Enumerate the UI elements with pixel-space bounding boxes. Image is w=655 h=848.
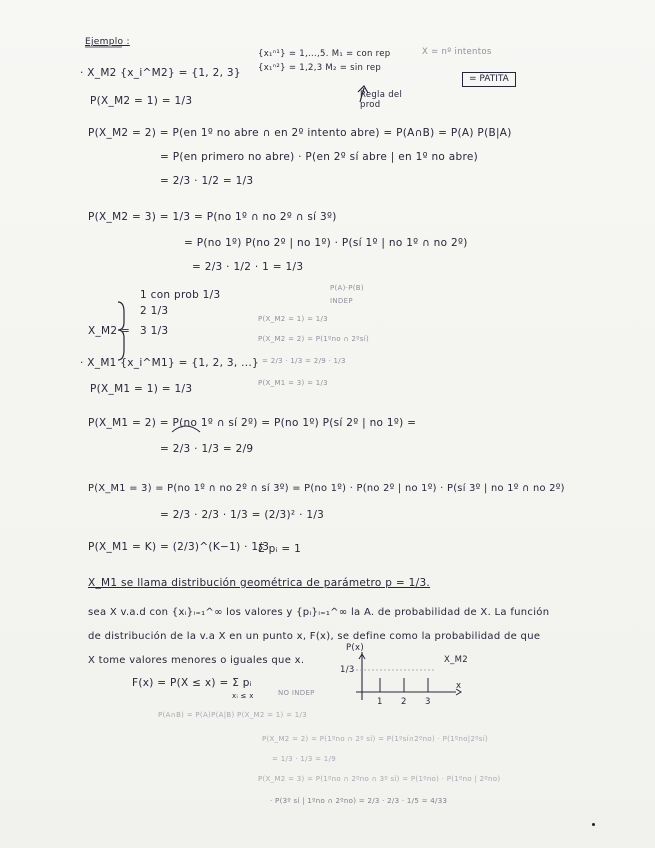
- plot-tick-3: 3: [425, 697, 431, 707]
- cdf-formula: F(x) = P(X ≤ x) = Σ pᵢ: [132, 677, 252, 689]
- side-note-indep: INDEP: [330, 297, 353, 305]
- side-note-pxm1-3: P(X_M1 = 3) = 1/3: [258, 379, 328, 387]
- plot-y-label: P(x): [346, 643, 364, 653]
- annotation-m2: {x₁ⁿ²} = 1,2,3 M₂ = sin rep: [258, 63, 382, 73]
- faint-line-5: · P(3º sí | 1ºno ∩ 2ºno) = 2/3 · 2/3 · 1/5 = 4/33: [270, 797, 448, 805]
- side-note-pa-pb: P(A)·P(B): [330, 284, 364, 292]
- faint-line-4: P(X_M2 = 3) = P(1ºno ∩ 2ºno ∩ 3º sí) = P(1ºno) · P(1ºno | 2ºno): [258, 775, 501, 783]
- eq-p-xm1-k: P(X_M1 = K) = (2/3)^(K−1) · 1/3: [88, 541, 270, 553]
- plot-series-label: X_M2: [444, 655, 469, 665]
- eq-p-xm2-3-step2: = P(no 1º) P(no 2º | no 1º) · P(sí 1º | no 1º ∩ no 2º): [184, 237, 468, 249]
- plot-x-label: x: [456, 681, 462, 691]
- title: Ejemplo :: [85, 37, 130, 47]
- definition-line-1: sea X v.a.d con {xᵢ}ᵢ₌₁^∞ los valores y {pᵢ}ᵢ₌₁^∞ la A. de probabilidad de X. La función: [88, 607, 550, 618]
- definition-line-3: X tome valores menores o iguales que x.: [88, 655, 305, 666]
- eq-p-xm2-2: P(X_M2 = 2) = P(en 1º no abre ∩ en 2º intento abre) = P(A∩B) = P(A) P(B|A): [88, 127, 512, 139]
- faint-line-3: = 1/3 · 1/3 = 1/9: [272, 755, 336, 763]
- page-mark: [592, 823, 595, 826]
- side-note-pxm2-2: P(X_M2 = 2) = P(1ºno ∩ 2ºsí): [258, 335, 370, 343]
- geometric-distribution-statement: X_M1 se llama distribución geométrica de parámetro p = 1/3.: [88, 577, 431, 589]
- annotation-x-attempts: X = nº intentos: [422, 47, 492, 57]
- cdf-formula-subscript: xᵢ ≤ x: [232, 692, 254, 700]
- eq-p-xm1-2: P(X_M1 = 2) = P(no 1º ∩ sí 2º) = P(no 1º) P(sí 2º | no 1º) =: [88, 417, 417, 429]
- xm1-value-set: · X_M1 {x_i^M1} = {1, 2, 3, ...}: [80, 357, 259, 369]
- side-note-calc: = 2/3 · 1/3 = 2/9 · 1/3: [262, 357, 346, 365]
- plot-y-tick: 1/3: [340, 665, 355, 675]
- distribution-row-1: 1 con prob 1/3: [140, 289, 221, 301]
- eq-p-xm1-3: P(X_M1 = 3) = P(no 1º ∩ no 2º ∩ sí 3º) = P(no 1º) · P(no 2º | no 1º) · P(sí 3º | no 1º ∩ no 2º): [88, 483, 565, 494]
- eq-p-xm2-2-step3: = 2/3 · 1/2 = 1/3: [160, 175, 254, 187]
- eq-p-xm1-3-step2: = 2/3 · 2/3 · 1/3 = (2/3)² · 1/3: [160, 509, 325, 521]
- plot-tick-2: 2: [401, 697, 407, 707]
- faint-line-1: P(A∩B) = P(A)P(A|B) P(X_M2 = 1) = 1/3: [158, 711, 307, 719]
- eq-p-xm2-3: P(X_M2 = 3) = 1/3 = P(no 1º ∩ no 2º ∩ sí 3º): [88, 211, 337, 223]
- eq-p-xm1-1: P(X_M1 = 1) = 1/3: [90, 383, 193, 395]
- distribution-row-3: 3 1/3: [140, 325, 169, 337]
- eq-p-xm1-2-step2: = 2/3 · 1/3 = 2/9: [160, 443, 254, 455]
- faint-line-2: P(X_M2 = 2) = P(1ºno ∩ 2º sí) = P(1ºsí∩2ºno) · P(1ºno|2ºsí): [262, 735, 489, 743]
- side-note-pxm2-1: P(X_M2 = 1) = 1/3: [258, 315, 328, 323]
- eq-p-xm2-1: P(X_M2 = 1) = 1/3: [90, 95, 193, 107]
- no-indep-note: NO INDEP: [278, 689, 315, 697]
- definition-line-2: de distribución de la v.a X en un punto x, F(x), se define como la probabilidad de que: [88, 631, 541, 642]
- eq-p-xm2-2-step2: = P(en primero no abre) · P(en 2º sí abre | en 1º no abre): [160, 151, 479, 163]
- product-rule-note: Regla del prod: [360, 90, 403, 111]
- eq-p-xm2-3-step3: = 2/3 · 1/2 · 1 = 1/3: [192, 261, 304, 273]
- sum-of-probabilities: Σ pᵢ = 1: [258, 543, 302, 555]
- distribution-label: X_M2 =: [88, 325, 131, 337]
- distribution-row-2: 2 1/3: [140, 305, 169, 317]
- xm2-value-set: · X_M2 {x_i^M2} = {1, 2, 3}: [80, 67, 241, 79]
- boxed-label: = PATITA: [462, 72, 516, 87]
- plot-tick-1: 1: [377, 697, 383, 707]
- annotation-m1: {x₁ⁿ¹} = 1,...,5. M₁ = con rep: [258, 49, 391, 59]
